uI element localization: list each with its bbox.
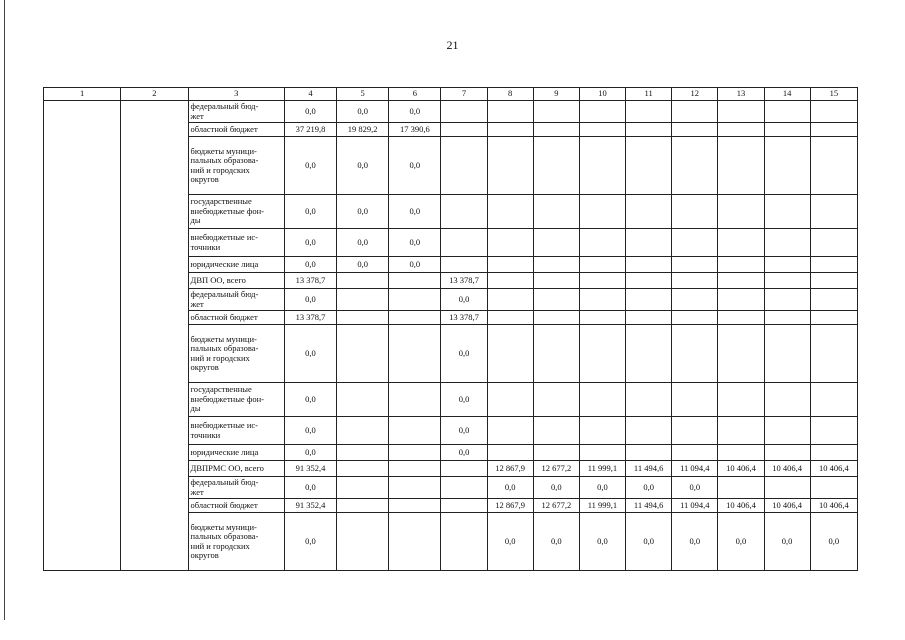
value-cell [764,289,810,311]
column-header: 3 [188,88,284,101]
value-cell [337,499,389,513]
value-cell [810,195,857,229]
value-cell [672,289,718,311]
value-cell: 0,0 [718,513,764,571]
value-cell [487,123,533,137]
value-cell [533,257,579,273]
row-label: внебюджетные ис- точники [188,417,284,445]
value-cell [810,311,857,325]
value-cell: 0,0 [764,513,810,571]
value-cell [764,257,810,273]
value-cell [626,257,672,273]
value-cell [764,101,810,123]
value-cell: 0,0 [284,229,336,257]
value-cell: 0,0 [441,383,487,417]
value-cell [441,257,487,273]
column-header: 2 [121,88,188,101]
value-cell [764,477,810,499]
column-header: 4 [284,88,336,101]
value-cell: 11 094,4 [672,499,718,513]
budget-table [43,87,858,571]
value-cell [579,123,625,137]
value-cell [764,311,810,325]
value-cell [579,417,625,445]
value-cell [533,229,579,257]
value-cell: 0,0 [672,513,718,571]
value-cell: 0,0 [487,513,533,571]
value-cell [718,311,764,325]
value-cell: 13 378,7 [441,311,487,325]
value-cell [626,311,672,325]
value-cell [487,101,533,123]
value-cell: 37 219,8 [284,123,336,137]
column-header: 7 [441,88,487,101]
value-cell: 10 406,4 [764,461,810,477]
value-cell [533,325,579,383]
value-cell [810,273,857,289]
value-cell [718,273,764,289]
value-cell [487,417,533,445]
value-cell [579,289,625,311]
value-cell [718,417,764,445]
value-cell: 0,0 [284,513,336,571]
column-header: 9 [533,88,579,101]
value-cell: 0,0 [533,477,579,499]
value-cell: 0,0 [579,513,625,571]
value-cell [337,325,389,383]
value-cell [810,137,857,195]
value-cell [487,195,533,229]
value-cell: 0,0 [284,417,336,445]
value-cell [810,123,857,137]
column-header: 12 [672,88,718,101]
value-cell [579,273,625,289]
value-cell [579,445,625,461]
row-label: областной бюджет [188,311,284,325]
value-cell [764,383,810,417]
value-cell: 10 406,4 [764,499,810,513]
value-cell: 0,0 [284,383,336,417]
value-cell [533,445,579,461]
value-cell [441,499,487,513]
page-number: 21 [446,38,459,52]
value-cell [718,477,764,499]
value-cell: 17 390,6 [389,123,441,137]
value-cell [579,311,625,325]
value-cell: 0,0 [284,195,336,229]
value-cell [337,417,389,445]
value-cell: 0,0 [533,513,579,571]
value-cell [389,289,441,311]
row-label: бюджеты муници- пальных образова- ний и городских округов [188,513,284,571]
value-cell [441,229,487,257]
value-cell [337,289,389,311]
value-cell: 13 378,7 [441,273,487,289]
value-cell [337,461,389,477]
value-cell [441,513,487,571]
value-cell [389,417,441,445]
value-cell: 19 829,2 [337,123,389,137]
column-header: 5 [337,88,389,101]
value-cell: 0,0 [389,137,441,195]
value-cell [718,195,764,229]
value-cell: 11 494,6 [626,461,672,477]
value-cell: 0,0 [441,417,487,445]
value-cell: 11 094,4 [672,461,718,477]
value-cell [672,123,718,137]
value-cell [672,101,718,123]
value-cell [810,383,857,417]
col2-merged-cell [121,101,188,571]
value-cell [810,417,857,445]
value-cell [533,137,579,195]
value-cell [389,325,441,383]
row-label: бюджеты муници- пальных образова- ний и городских округов [188,325,284,383]
value-cell [718,289,764,311]
value-cell: 0,0 [284,257,336,273]
value-cell [672,257,718,273]
value-cell: 0,0 [441,325,487,383]
row-label: ДВП ОО, всего [188,273,284,289]
col1-merged-cell [44,101,121,571]
value-cell [626,417,672,445]
value-cell: 10 406,4 [810,499,857,513]
value-cell [672,137,718,195]
value-cell: 10 406,4 [718,499,764,513]
value-cell [533,311,579,325]
value-cell: 11 494,6 [626,499,672,513]
value-cell [718,229,764,257]
value-cell: 0,0 [337,137,389,195]
value-cell [533,383,579,417]
value-cell: 0,0 [337,101,389,123]
value-cell [487,257,533,273]
value-cell: 0,0 [284,445,336,461]
value-cell [487,289,533,311]
value-cell [810,445,857,461]
value-cell [764,137,810,195]
column-header: 1 [44,88,121,101]
value-cell [579,229,625,257]
value-cell: 0,0 [441,445,487,461]
value-cell: 12 677,2 [533,461,579,477]
value-cell: 12 867,9 [487,499,533,513]
column-header: 6 [389,88,441,101]
value-cell [810,325,857,383]
value-cell [764,445,810,461]
value-cell [810,101,857,123]
value-cell [579,195,625,229]
value-cell [441,123,487,137]
value-cell [672,229,718,257]
row-label: федеральный бюд- жет [188,101,284,123]
value-cell [672,273,718,289]
value-cell [764,417,810,445]
value-cell [487,445,533,461]
value-cell [579,137,625,195]
value-cell [487,137,533,195]
value-cell: 13 378,7 [284,311,336,325]
value-cell [389,477,441,499]
value-cell [672,311,718,325]
value-cell [389,499,441,513]
value-cell [718,101,764,123]
value-cell [533,289,579,311]
column-header: 15 [810,88,857,101]
value-cell [764,123,810,137]
value-cell: 0,0 [284,137,336,195]
value-cell [718,257,764,273]
value-cell [718,137,764,195]
value-cell [764,195,810,229]
value-cell: 0,0 [284,289,336,311]
value-cell [626,195,672,229]
value-cell [764,273,810,289]
value-cell [337,383,389,417]
value-cell: 0,0 [810,513,857,571]
value-cell [337,513,389,571]
row-label: внебюджетные ис- точники [188,229,284,257]
row-label: юридические лица [188,445,284,461]
value-cell: 91 352,4 [284,461,336,477]
value-cell [579,325,625,383]
value-cell: 12 867,9 [487,461,533,477]
value-cell [441,137,487,195]
value-cell: 13 378,7 [284,273,336,289]
value-cell [810,289,857,311]
value-cell [487,311,533,325]
value-cell [810,477,857,499]
value-cell: 0,0 [337,257,389,273]
value-cell [579,383,625,417]
value-cell [672,383,718,417]
value-cell [626,289,672,311]
value-cell: 10 406,4 [718,461,764,477]
value-cell [487,383,533,417]
value-cell [533,195,579,229]
value-cell [441,461,487,477]
value-cell: 0,0 [487,477,533,499]
value-cell [626,137,672,195]
value-cell: 0,0 [672,477,718,499]
row-label: федеральный бюд- жет [188,477,284,499]
value-cell [337,311,389,325]
value-cell [337,273,389,289]
value-cell [533,273,579,289]
value-cell [389,311,441,325]
row-label: юридические лица [188,257,284,273]
column-header: 10 [579,88,625,101]
column-header: 8 [487,88,533,101]
value-cell [533,101,579,123]
value-cell [487,229,533,257]
value-cell [672,417,718,445]
value-cell [718,123,764,137]
row-label: государственные внебюджетные фон- ды [188,383,284,417]
value-cell [389,461,441,477]
value-cell [487,273,533,289]
column-header: 14 [764,88,810,101]
value-cell: 11 999,1 [579,461,625,477]
value-cell [389,513,441,571]
value-cell [672,325,718,383]
value-cell: 0,0 [626,513,672,571]
value-cell [626,273,672,289]
column-header: 11 [626,88,672,101]
value-cell [626,383,672,417]
column-header: 13 [718,88,764,101]
value-cell [533,123,579,137]
value-cell: 0,0 [579,477,625,499]
value-cell: 0,0 [389,257,441,273]
value-cell: 0,0 [284,477,336,499]
table-row [44,101,858,123]
header-row [44,88,858,101]
value-cell: 0,0 [441,289,487,311]
value-cell [441,477,487,499]
value-cell [487,325,533,383]
value-cell: 10 406,4 [810,461,857,477]
value-cell [579,257,625,273]
value-cell [626,445,672,461]
value-cell [337,445,389,461]
value-cell: 0,0 [389,101,441,123]
value-cell: 91 352,4 [284,499,336,513]
value-cell [764,325,810,383]
value-cell [389,445,441,461]
value-cell: 0,0 [389,229,441,257]
value-cell [764,229,810,257]
value-cell: 0,0 [337,229,389,257]
value-cell [441,101,487,123]
value-cell [672,445,718,461]
value-cell [626,101,672,123]
value-cell: 0,0 [337,195,389,229]
value-cell [810,229,857,257]
value-cell [579,101,625,123]
value-cell [810,257,857,273]
row-label: федеральный бюд- жет [188,289,284,311]
value-cell [718,383,764,417]
row-label: ДВПРМС ОО, всего [188,461,284,477]
value-cell [626,325,672,383]
value-cell: 0,0 [284,101,336,123]
value-cell [672,195,718,229]
left-margin-rule [4,0,5,620]
value-cell [718,325,764,383]
row-label: областной бюджет [188,123,284,137]
value-cell: 0,0 [284,325,336,383]
row-label: бюджеты муници- пальных образова- ний и городских округов [188,137,284,195]
value-cell: 0,0 [626,477,672,499]
value-cell [626,123,672,137]
value-cell [441,195,487,229]
value-cell [389,273,441,289]
value-cell [626,229,672,257]
value-cell: 11 999,1 [579,499,625,513]
value-cell [718,445,764,461]
value-cell [533,417,579,445]
value-cell: 0,0 [389,195,441,229]
value-cell [337,477,389,499]
row-label: областной бюджет [188,499,284,513]
value-cell: 12 677,2 [533,499,579,513]
value-cell [389,383,441,417]
row-label: государственные внебюджетные фон- ды [188,195,284,229]
